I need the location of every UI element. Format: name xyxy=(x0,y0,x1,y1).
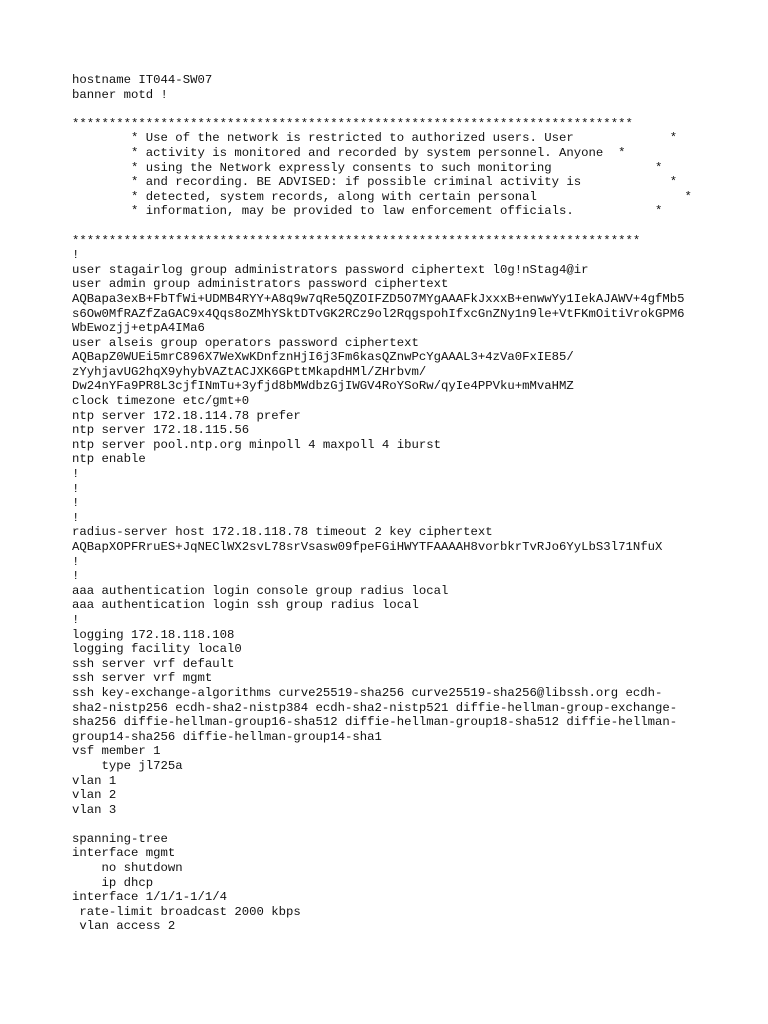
config-line: sha2-nistp256 ecdh-sha2-nistp384 ecdh-sha2-nistp521 diffie-hellman-group-exchange- xyxy=(72,700,678,715)
config-line: ! xyxy=(72,569,80,584)
config-line: aaa authentication login ssh group radius local xyxy=(72,598,419,613)
config-line: group14-sha256 diffie-hellman-group14-sha1 xyxy=(72,729,382,744)
config-line: logging facility local0 xyxy=(72,642,242,657)
config-line: ! xyxy=(72,510,80,525)
config-line: spanning-tree xyxy=(72,831,168,846)
config-line: vsf member 1 xyxy=(72,744,161,759)
config-line: interface 1/1/1-1/1/4 xyxy=(72,890,227,905)
config-line: AQBapa3exB+FbTfWi+UDMB4RYY+A8q9w7qRe5QZOIFZD5O7MYgAAAFkJxxxB+enwwYy1IekAJAWV+4gfMb5 xyxy=(72,291,685,306)
config-line xyxy=(72,817,762,832)
config-line: zYyhjavUG2hqX9yhybVAZtACJXK6GPttMkapdHMl/ZHrbvm/ xyxy=(72,364,427,379)
config-line: user admin group administrators password ciphertext xyxy=(72,277,449,292)
config-line: ! xyxy=(72,612,80,627)
config-line: ntp server 172.18.115.56 xyxy=(72,423,250,438)
config-line: vlan access 2 xyxy=(72,919,176,934)
config-line: AQBapZ0WUEi5mrC896X7WeXwKDnfznHjI6j3Fm6kasQZnwPcYgAAAL3+4zVa0FxIE85/ xyxy=(72,350,574,365)
config-line: WbEwozjj+etpA4IMa6 xyxy=(72,321,205,336)
config-line: ! xyxy=(72,496,80,511)
config-line: aaa authentication login console group radius local xyxy=(72,583,449,598)
config-line: **************************************************************************** xyxy=(72,116,633,131)
config-text-block xyxy=(72,73,762,934)
config-line: logging 172.18.118.108 xyxy=(72,627,235,642)
config-line: user stagairlog group administrators password ciphertext l0g!nStag4@ir xyxy=(72,262,589,277)
config-line: * using the Network expressly consents to such monitoring * xyxy=(72,160,663,175)
config-line: * Use of the network is restricted to authorized users. User * xyxy=(72,131,678,146)
config-line: ***************************************************************************** xyxy=(72,233,641,248)
config-line: ssh key-exchange-algorithms curve25519-sha256 curve25519-sha256@libssh.org ecdh- xyxy=(72,685,663,700)
config-line: clock timezone etc/gmt+0 xyxy=(72,394,250,409)
config-line: interface mgmt xyxy=(72,846,176,861)
config-line: banner motd ! xyxy=(72,87,168,102)
config-line: ! xyxy=(72,248,80,263)
config-line: ! xyxy=(72,481,80,496)
config-line: radius-server host 172.18.118.78 timeout 2 key ciphertext xyxy=(72,525,493,540)
config-line: type jl725a xyxy=(72,758,183,773)
config-line: ! xyxy=(72,554,80,569)
config-line: rate-limit broadcast 2000 kbps xyxy=(72,904,301,919)
config-line: * detected, system records, along with certain personal * xyxy=(72,189,692,204)
config-line: s6Ow0MfRAZfZaGAC9x4Qqs8oZMhYSktDTvGK2RCz9ol2RqgspohIfxcGnZNy1n9le+VtFKmOitiVrokGPM6 xyxy=(72,306,685,321)
config-line: vlan 3 xyxy=(72,802,117,817)
config-line xyxy=(72,219,762,234)
config-line: Dw24nYFa9PR8L3cjfINmTu+3yfjd8bMWdbzGjIWGV4RoYSoRw/qyIe4PPVku+mMvaHMZ xyxy=(72,379,574,394)
config-line: sha256 diffie-hellman-group16-sha512 diffie-hellman-group18-sha512 diffie-hellman- xyxy=(72,715,678,730)
config-line: ! xyxy=(72,467,80,482)
config-line: vlan 2 xyxy=(72,788,117,803)
config-line: no shutdown xyxy=(72,861,183,876)
config-line: ssh server vrf default xyxy=(72,656,235,671)
config-line: * and recording. BE ADVISED: if possible criminal activity is * xyxy=(72,175,678,190)
config-line: hostname IT044-SW07 xyxy=(72,73,213,87)
config-line: * activity is monitored and recorded by system personnel. Anyone * xyxy=(72,145,626,160)
config-line: ntp server 172.18.114.78 prefer xyxy=(72,408,301,423)
config-line: * information, may be provided to law enforcement officials. * xyxy=(72,204,663,219)
config-line xyxy=(72,102,762,117)
config-line: vlan 1 xyxy=(72,773,117,788)
config-line: ntp server pool.ntp.org minpoll 4 maxpoll 4 iburst xyxy=(72,437,441,452)
config-line: ssh server vrf mgmt xyxy=(72,671,213,686)
config-line: ip dhcp xyxy=(72,875,154,890)
config-line: AQBapXOPFRruES+JqNEClWX2svL78srVsasw09fpeFGiHWYTFAAAAH8vorbkrTvRJo6YyLbS3l71NfuX xyxy=(72,540,663,554)
config-line: ntp enable xyxy=(72,452,146,467)
config-line: user alseis group operators password ciphertext xyxy=(72,335,419,350)
